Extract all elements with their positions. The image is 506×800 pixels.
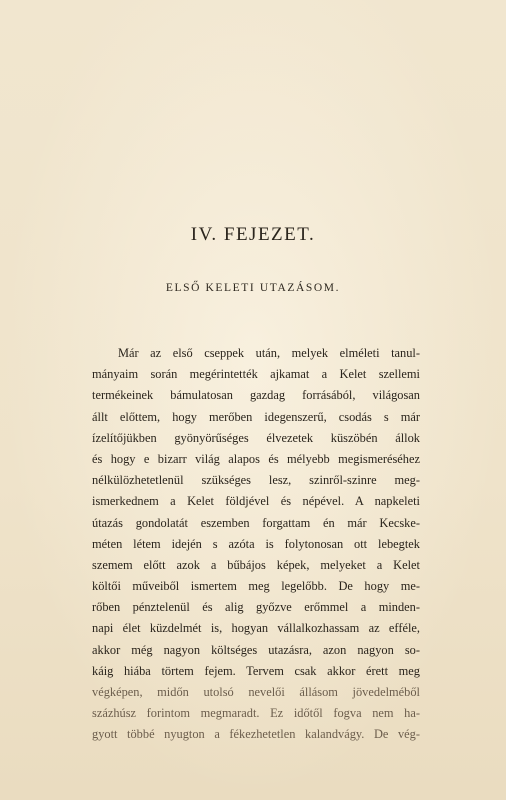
body-line: nélkülözhetetlenül szükséges lesz, szinről-szinre meg- bbox=[92, 473, 420, 488]
body-line: állt előttem, hogy merőben idegenszerű, csodás s már bbox=[92, 409, 420, 424]
chapter-heading: IV. FEJEZET. bbox=[190, 224, 316, 245]
body-line: rőben pénztelenül és alig győzve erőmmel a minden- bbox=[92, 600, 420, 615]
body-line: káig hiába törtem fejem. Tervem csak akkor érett meg bbox=[92, 663, 420, 678]
body-line: akkor még nagyon költséges utazásra, azon nagyon so- bbox=[92, 642, 420, 657]
body-line: útazás gondolatát eszemben forgattam én már Kecske- bbox=[92, 515, 420, 530]
body-line: szemem előtt azok a bűbájos képek, melyeket a Kelet bbox=[92, 557, 420, 572]
body-line: százhúsz forintom megmaradt. Ez időtől fogva nem ha- bbox=[92, 706, 420, 721]
body-line: végképen, midőn utolsó nevelői állásom jövedelméből bbox=[92, 685, 420, 699]
body-line: és hogy e bizarr világ alapos és mélyebb megismeréséhez bbox=[92, 451, 420, 466]
body-paragraph bbox=[92, 343, 420, 746]
body-line: méten létem idején s azóta is folytonosan ott lebegtek bbox=[92, 536, 420, 551]
body-line: napi élet küzdelmét is, hogyan vállalkozhassam az efféle, bbox=[92, 621, 420, 636]
body-line: ízelítőjükben gyönyörűséges élvezetek küszöbén állok bbox=[92, 430, 420, 445]
body-line: költői műveiből ismertem meg legelőbb. De hogy me- bbox=[92, 579, 420, 594]
body-line: ismerkednem a Kelet földjével és népével. A napkeleti bbox=[92, 494, 420, 509]
body-line: gyott többé nyugton a fékezhetetlen kalandvágy. De vég- bbox=[92, 727, 420, 742]
body-line: Már az első cseppek után, melyek elméleti tanul- bbox=[118, 346, 420, 360]
section-subtitle: ELSŐ KELETI UTAZÁSOM. bbox=[165, 282, 341, 294]
body-line: termékeinek bámulatosan gazdag forrásából, világosan bbox=[92, 388, 420, 403]
body-line: mányaim során megérintették ajkamat a Kelet szellemi bbox=[92, 367, 420, 382]
